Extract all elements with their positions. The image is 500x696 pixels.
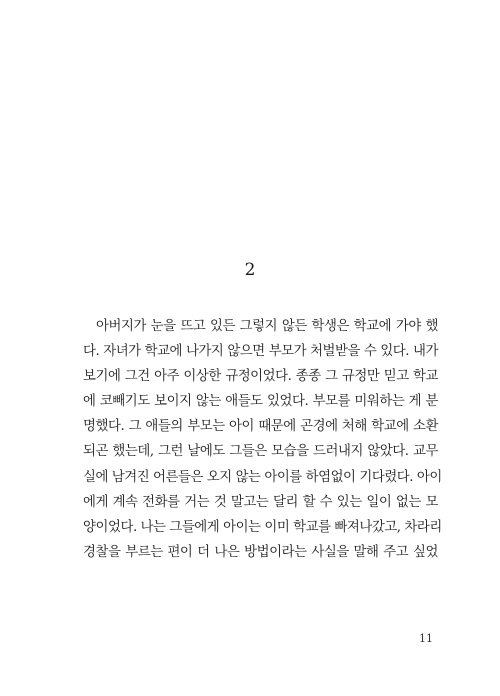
page-number: 11 bbox=[419, 632, 433, 645]
body-paragraph bbox=[83, 314, 442, 565]
text-line: 다. 자녀가 학교에 나가지 않으면 부모가 처벌받을 수 있다. 내가 bbox=[83, 344, 438, 360]
text-line: 명했다. 그 애들의 부모는 아이 때문에 곤경에 처해 학교에 소환 bbox=[83, 419, 438, 435]
text-line: 양이었다. 나는 그들에게 아이는 이미 학교를 빠져나갔고, 차라리 bbox=[83, 519, 442, 535]
text-line: 에 코빼기도 보이지 않는 애들도 있었다. 부모를 미워하는 게 분 bbox=[83, 394, 438, 410]
text-line: 아버지가 눈을 뜨고 있든 그렇지 않든 학생은 학교에 가야 했 bbox=[96, 319, 438, 334]
text-line: 실에 남겨진 어른들은 오지 않는 아이를 하염없이 기다렸다. 아이 bbox=[83, 469, 442, 485]
text-line: 보기에 그건 아주 이상한 규정이었다. 종종 그 규정만 믿고 학교 bbox=[83, 369, 438, 385]
chapter-number: 2 bbox=[244, 260, 256, 280]
text-line: 되곤 했는데, 그런 날에도 그들은 모습을 드러내지 않았다. 교무 bbox=[83, 444, 438, 460]
text-line: 경찰을 부르는 편이 더 나은 방법이라는 사실을 말해 주고 싶었 bbox=[83, 544, 438, 560]
text-line: 에게 계속 전화를 거는 것 말고는 달리 할 수 있는 일이 없는 모 bbox=[83, 494, 438, 510]
